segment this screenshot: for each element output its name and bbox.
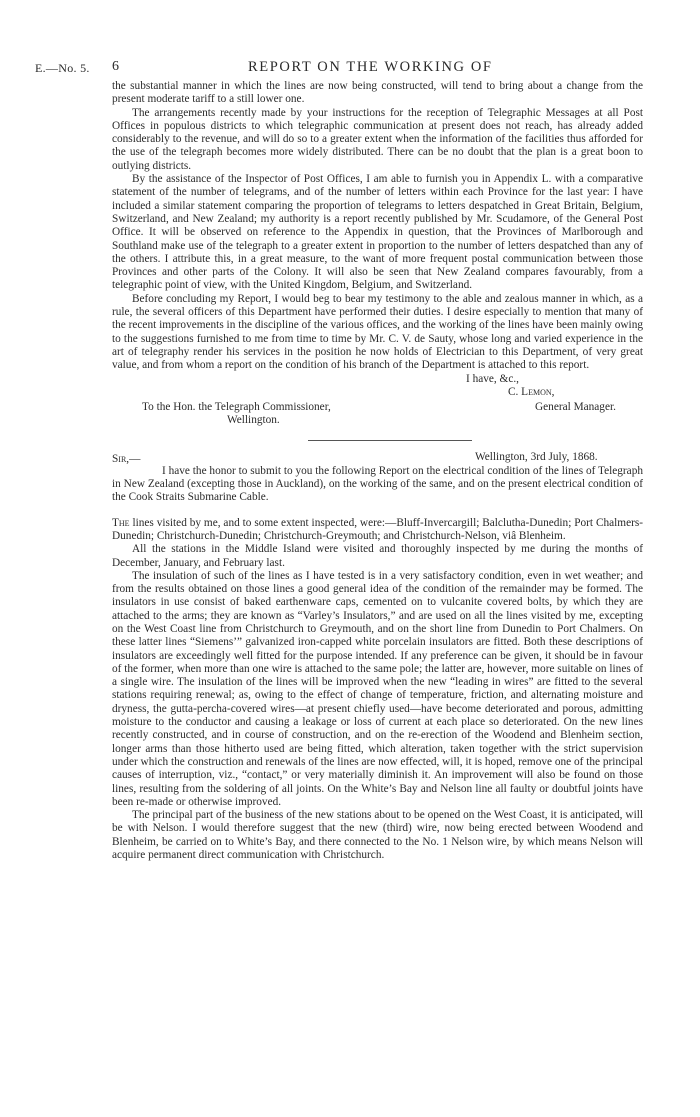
address-block — [112, 401, 643, 428]
page-number: 6 — [112, 59, 119, 74]
paragraph: The principal part of the business of the new stations about to be opened on the West Coast, it is anticipated, will be with Nelson. I would therefore suggest that the new (third) wire, now being erected between Woodend and Blenheim, be carried on to White’s Bay, and there connected to the No. 1 Nelson wire, by which means Nelson will acquire permanent direct communication with Christchurch. — [112, 809, 643, 862]
addressee-place: Wellington. — [227, 414, 280, 427]
running-title: REPORT ON THE WORKING OF — [248, 59, 493, 75]
signer-title: General Manager. — [535, 401, 616, 414]
signature-block — [112, 373, 643, 400]
paragraph: the substantial manner in which the lines are now being constructed, will tend to bring about a change from the present moderate tariff to a still lower one. — [112, 80, 643, 106]
paragraph: All the stations in the Middle Island were visited and thoroughly inspected by me during the months of December, January, and February last. — [112, 543, 643, 569]
paragraph: Before concluding my Report, I would beg to bear my testimony to the able and zealous manner in which, as a rule, the several officers of this Department have performed their duties. I desire especially to mention that many of the recent improvements in the discipline of the various offices, and the working of the lines have been mainly owing to the suggestions furnished to me from time to time by Mr. C. V. de Sauty, whose long and varied experience in the art of telegraphy render his services in the position he now holds of Electrician to this Department, of very great value, and from whom a report on the condition of his branch of the Department is attached to this report. — [112, 292, 643, 372]
addressee: To the Hon. the Telegraph Commissioner, — [142, 401, 331, 414]
intro-paragraph: I have the honor to submit to you the following Report on the electrical condition of the lines of Telegraph in New Zealand (excepting those in Auckland), on the working of the same, and on the present electrical condition of the Cook Straits Submarine Cable. — [112, 464, 643, 504]
salutation: Sir,— — [112, 452, 141, 465]
paragraph: By the assistance of the Inspector of Post Offices, I am able to furnish you in Appendix L. with a comparative statement of the number of telegrams, and of the number of letters within each Province for the last year: I have included a similar statement comparing the proportion of telegrams to letters despatched in Great Britain, Belgium, Switzerland, and New Zealand; my authority is a report recently published by Mr. Scudamore, of the General Post Office. It will be observed on reference to the Appendix in question, that the Provinces of Marlborough and Southland make use of the telegraph to a greater extent in proportion to the number of letters despatched than any of the others. I attribute this, in a great measure, to the want of more frequent postal communication between those Provinces and other parts of the Colony. It will also be seen that New Zealand compares favourably, from a telegraphic point of view, with the United Kingdom, Belgium, and Switzerland. — [112, 173, 643, 292]
signer-name: C. Lemon, — [508, 385, 555, 398]
closing: I have, &c., — [466, 372, 520, 385]
paragraph-text: lines visited by me, and to some extent inspected, were:—Bluff-Invercargill; Balclutha-Dunedin; Port Chalmers-Dunedin; Christchurch-Dunedin; Christchurch-Greymouth; and Christchurch-Nelson, viâ Blenheim. — [112, 516, 644, 542]
paragraph: The insulation of such of the lines as I have tested is in a very satisfactory condition, even in wet weather; and from the results obtained on those lines a good general idea of the condition of the remainder may be formed. The insulators in use consist of baked earthenware caps, cemented on to vulcanite covered bolts, by which they are attached to the arms; they are known as “Varley’s Insulators,” and are used on all the lines visited by me, excepting on the West Coast line from Christchurch to Greymouth, and on the short line from Dunedin to Port Chalmers. On these latter lines “Siemens’” galvanized iron-capped white porcelain insulators are fitted. Both these descriptions of insulators are exceedingly well fitted for the purpose intended. If any preference can be given, it should be in favour of the former, when more than one wire is attached to the same pole; the latter are, however, more suitable on lines of a single wire. The insulation of the lines will be improved when the new “leading in wires” are fitted to the several stations requiring renewal; as, owing to the effect of change of temperature, friction, and alternating moisture and dryness, the gutta-percha-covered wires—at present chiefly used—have become deteriorated and porous, admitting moisture to the conductor and causing a leakage or loss of current at each place so deteriorated. On the new lines recently constructed, and in course of construction, and on the re-erection of the Woodend and Blenheim section, longer arms than those hitherto used are being fitted, which alteration, taken together with the strict supervision under which the construction and renewals of the lines are now effected, will, it is hoped, remove one of the principal causes of interruption, viz., “contact,” or very materially diminish it. An improvement will also be found on those lines, resulting from the soldering of all joints. On the White’s Bay and Nelson line all faulty or doubtful joints have been re-made or otherwise improved. — [112, 569, 643, 808]
divider — [308, 440, 472, 441]
header-reference: E.—No. 5. — [35, 61, 90, 75]
paragraph: The arrangements recently made by your instructions for the reception of Telegraphic Messages at all Post Offices in populous districts to which telegraphic communication at present does not reach, has already added considerably to the revenue, and will do so to a greater extent when the information of the facilities thus afforded for the use of the telegraph becomes more widely distributed. There can be no doubt that the plan is a great boon to outlying districts. — [112, 106, 643, 172]
paragraph-lead: The — [112, 516, 130, 529]
dateline — [112, 451, 643, 465]
paragraph — [112, 517, 643, 544]
body-text — [112, 80, 643, 862]
letter-date: Wellington, 3rd July, 1868. — [475, 450, 598, 463]
